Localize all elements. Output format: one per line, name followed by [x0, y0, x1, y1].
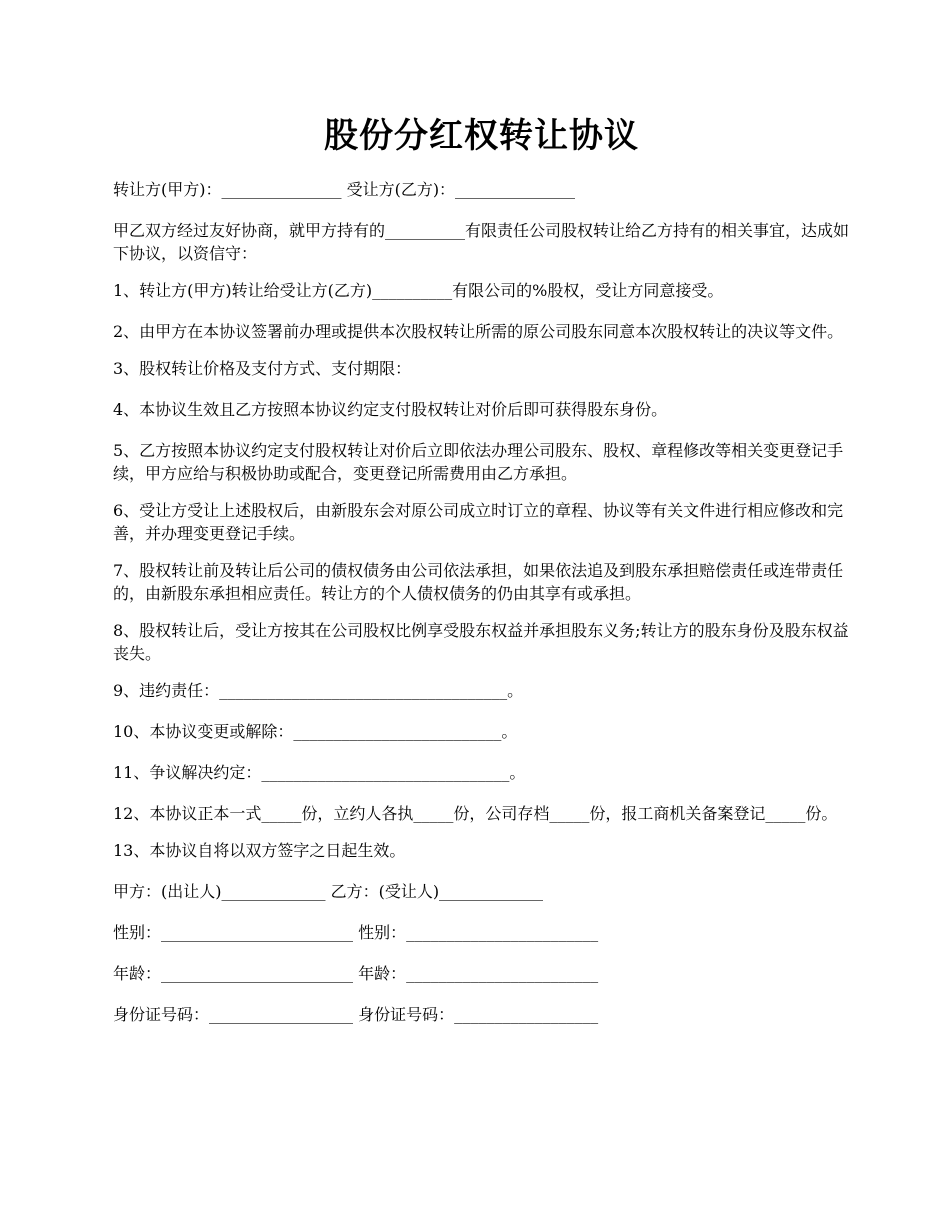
- document-body: [113, 178, 850, 1026]
- document-title: 股份分红权转让协议: [324, 116, 639, 156]
- clause-5: 5、乙方按照本协议约定支付股权转让对价后立即依法办理公司股东、股权、章程修改等相关变更登记手续，甲方应给与积极协助或配合，变更登记所需费用由乙方承担。: [113, 441, 844, 483]
- clause-4: 4、本协议生效且乙方按照本协议约定支付股权转让对价后即可获得股东身份。: [113, 400, 668, 419]
- clause-9: 9、违约责任：____________________________________。: [113, 681, 524, 700]
- signature-age: 年龄：________________________ 年龄：________________________: [113, 964, 599, 983]
- clause-7: 7、股权转让前及转让后公司的债权债务由公司依法承担，如果依法追及到股东承担赔偿责任或连带责任的，由新股东承担相应责任。转让方的个人债权债务的仍由其享有或承担。: [113, 561, 844, 603]
- parties-line: 转让方(甲方)：_______________ 受让方(乙方)：_______________: [113, 180, 576, 199]
- signature-gender: 性别：________________________ 性别：________________________: [113, 923, 599, 942]
- intro-paragraph: 甲乙双方经过友好协商，就甲方持有的__________有限责任公司股权转让给乙方持有的相关事宜，达成如下协议，以资信守：: [113, 221, 850, 263]
- clause-13: 13、本协议自将以双方签字之日起生效。: [113, 841, 406, 860]
- clause-3: 3、股权转让价格及支付方式、支付期限：: [113, 359, 412, 378]
- clause-6: 6、受让方受让上述股权后，由新股东会对原公司成立时订立的章程、协议等有关文件进行相应修改和完善，并办理变更登记手续。: [113, 501, 844, 543]
- clause-12: 12、本协议正本一式_____份，立约人各执_____份，公司存档_____份，报工商机关备案登记_____份。: [113, 804, 838, 823]
- clause-1: 1、转让方(甲方)转让给受让方(乙方)__________有限公司的%股权，受让方同意接受。: [113, 281, 724, 300]
- clause-8: 8、股权转让后，受让方按其在公司股权比例享受股东权益并承担股东义务;转让方的股东身份及股东权益丧失。: [113, 621, 849, 663]
- signature-id-number: 身份证号码：__________________ 身份证号码：__________________: [113, 1005, 599, 1024]
- clause-11: 11、争议解决约定：_______________________________。: [113, 763, 526, 782]
- signature-parties: 甲方：(出让人)_____________ 乙方：(受让人)_____________: [113, 882, 544, 901]
- clause-10: 10、本协议变更或解除：__________________________。: [113, 722, 518, 741]
- clause-2: 2、由甲方在本协议签署前办理或提供本次股权转让所需的原公司股东同意本次股权转让的决议等文件。: [113, 322, 844, 341]
